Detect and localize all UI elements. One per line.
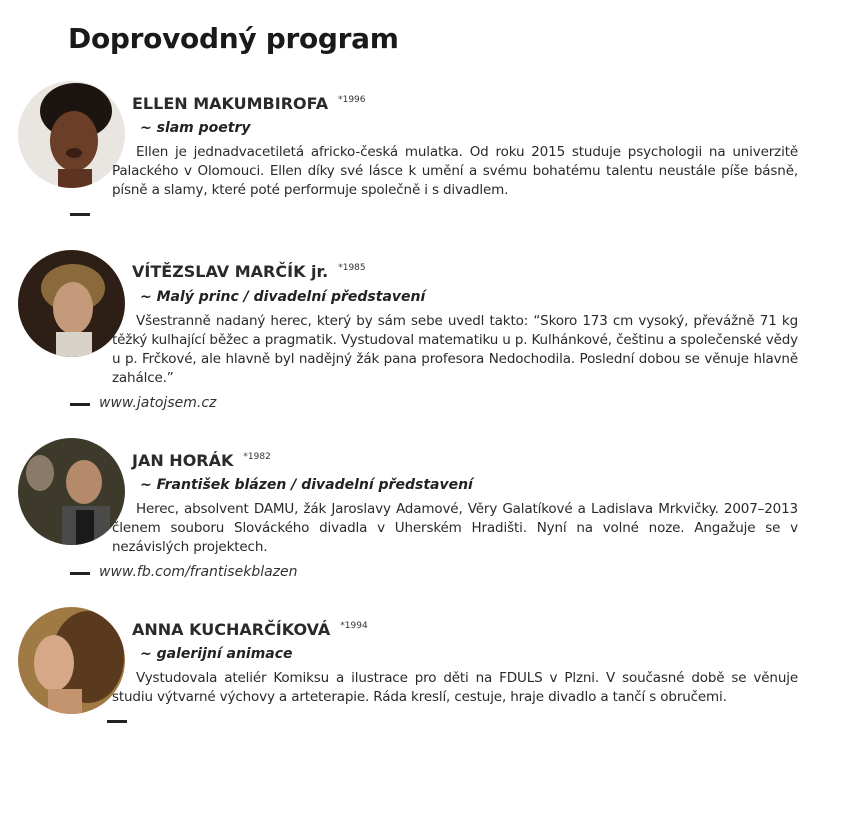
separator-dash [70, 403, 90, 406]
person-bio: Vystudovala ateliér Komiksu a ilustrace pro děti na FDULS v Plzni. V současné době se věnuje studiu výtvarné výchovy a arteterapie. Ráda kreslí, cestuje, hraje divadlo a tančí s obručemi. [112, 670, 798, 705]
birth-year: *1994 [340, 621, 368, 631]
program-subtitle: ~ Malý princ / divadelní představení [140, 289, 426, 305]
portrait-photo [18, 607, 125, 714]
website-link[interactable]: www.fb.com/frantisekblazen [99, 564, 298, 580]
portrait-photo [18, 81, 125, 188]
program-subtitle: ~ slam poetry [140, 120, 251, 136]
website-link[interactable]: www.jatojsem.cz [99, 395, 217, 411]
page-title: Doprovodný program [68, 22, 399, 55]
person-name: ANNA KUCHARČÍKOVÁ [132, 620, 331, 639]
birth-year: *1982 [243, 452, 271, 462]
birth-year: *1996 [338, 95, 366, 105]
portrait-photo [18, 250, 125, 357]
person-name: VÍTĚZSLAV MARČÍK jr. [132, 262, 329, 281]
person-name: JAN HORÁK [132, 451, 234, 470]
separator-dash [70, 213, 90, 216]
person-bio: Herec, absolvent DAMU, žák Jaroslavy Adamové, Věry Galatíkové a Ladislava Mrkvičky. 2007–2013 členem souboru Slováckého divadla v Uherském Hradišti. Nyní na volné noze. Angažuje se v nezávislých projektech. [112, 501, 798, 555]
program-subtitle: ~ galerijní animace [140, 646, 293, 662]
birth-year: *1985 [338, 263, 366, 273]
person-bio: Ellen je jednadvacetiletá africko-česká mulatka. Od roku 2015 studuje psychologii na univerzitě Palackého v Olomouci. Ellen díky své lásce k umění a svému bohatému talentu neustále píše básně, písně a slamy, které poté performuje společně i s divadlem. [112, 144, 798, 198]
portrait-photo [18, 438, 125, 545]
program-subtitle: ~ František blázen / divadelní představení [140, 477, 473, 493]
separator-dash [107, 720, 127, 723]
person-name: ELLEN MAKUMBIROFA [132, 94, 329, 113]
separator-dash [70, 572, 90, 575]
person-bio: Všestranně nadaný herec, který by sám sebe uvedl takto: “Skoro 173 cm vysoký, převážně 71 kg těžký kulhající běžec a pragmatik. Vystudoval matematiku u p. Kulhánkové, češtinu a společenské vědy u p. Frčkové, ale hlavně byl nadějný žák pana profesora Nedochodila. Poslední dobou se věnuje hlavně zahálce.” [112, 313, 798, 386]
